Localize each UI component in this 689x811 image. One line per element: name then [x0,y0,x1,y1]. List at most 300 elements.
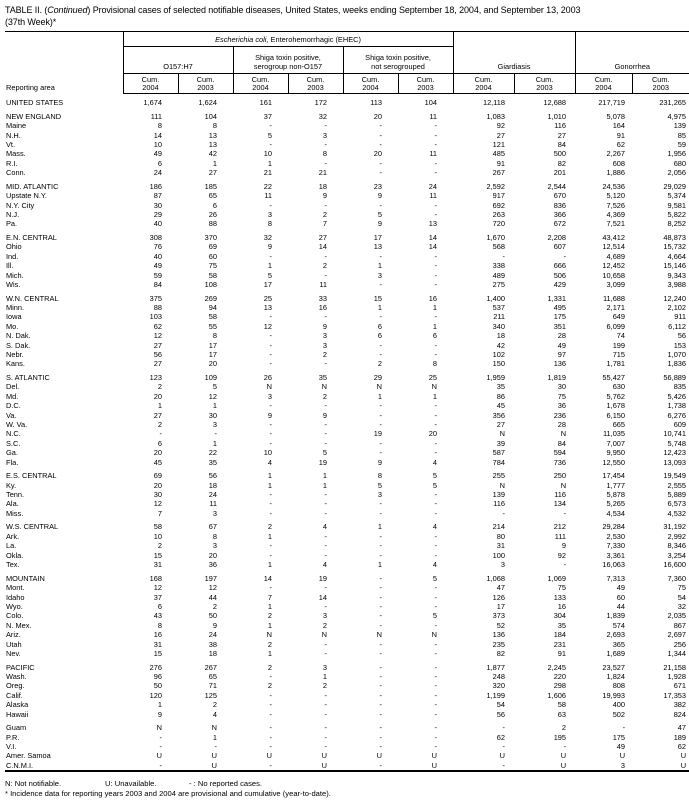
value-cell: 340 [492,321,506,331]
subgroup-line: not serogrouped [371,62,425,72]
value-cell: 7,526 [606,200,626,210]
value-cell: - [324,158,327,168]
value-cell: 43 [153,611,162,621]
value-cell: - [324,601,327,611]
value-cell: 836 [553,200,567,210]
value-cell: 123 [149,373,162,382]
value-cell: N [321,630,327,640]
value-cell: - [324,541,327,551]
value-cell: 24 [153,168,162,178]
value-cell: 9 [377,191,382,201]
value-cell: - [379,130,382,140]
value-cell: 2 [157,420,162,430]
value-cell: 4,534 [606,508,626,518]
value-cell: 103 [149,312,162,322]
table-row [5,312,689,321]
value-cell: - [379,541,382,551]
reporting-area-cell: D.C. [6,401,21,411]
value-cell: 16 [428,293,438,303]
value-cell: 5,889 [667,490,687,500]
reporting-area-cell: C.N.M.I. [6,760,34,770]
title-prefix: TABLE II. ( [5,5,48,15]
value-cell: 44 [616,601,626,611]
value-cell: - [269,200,272,210]
table-row [5,252,689,261]
table-row [5,373,689,382]
value-cell: 10,658 [602,270,626,280]
cum-2003-header: Cum. 2003 [178,74,233,94]
value-cell: - [434,448,438,458]
value-cell: - [269,251,272,261]
value-cell: - [434,350,438,359]
value-cell: 80 [496,531,506,541]
table-row [5,294,689,303]
value-cell: - [563,560,567,570]
value-cell: - [434,401,438,411]
table-row [5,303,689,312]
value-cell: N [376,382,382,392]
value-cell: - [434,139,438,149]
value-cell: 54 [677,592,687,602]
value-cell: 1 [212,732,217,742]
value-cell: 3 [620,760,626,770]
cum-2003-header: Cum. 2003 [398,74,453,94]
reporting-area-cell: Wyo. [6,601,23,611]
value-cell: - [379,760,382,770]
reporting-area-cell: Mich. [6,270,24,280]
value-cell: 715 [612,350,626,359]
value-cell: 6 [377,321,382,331]
table-row [5,458,689,467]
value-cell: 506 [553,270,567,280]
value-cell: 195 [553,732,567,742]
value-cell: 1,928 [667,671,687,681]
value-cell: 104 [204,111,217,121]
value-cell: - [269,508,272,518]
value-cell: 26 [208,209,217,219]
value-cell: - [324,550,327,560]
value-cell: 24 [428,181,438,191]
value-cell: 91 [557,648,567,658]
value-cell: 1,877 [486,662,506,672]
table-row [5,420,689,429]
table-row [5,149,689,158]
value-cell: 1,819 [547,373,567,382]
value-cell: 35 [208,457,217,467]
cum-2004-header: Cum. 2004 [343,74,398,94]
value-cell: 1 [267,560,272,570]
value-cell: 1 [267,158,272,168]
table-body [5,94,689,771]
value-cell: 12 [263,321,272,331]
value-cell: 670 [553,191,567,201]
value-cell: 630 [612,382,626,392]
value-cell: 6,150 [606,410,626,420]
value-cell: 2,555 [667,480,687,490]
value-cell: 82 [496,648,506,658]
reporting-area-cell: S. ATLANTIC [6,373,50,382]
value-cell: 2,035 [667,611,687,621]
value-cell: 19 [373,429,382,439]
value-cell: 30 [208,410,217,420]
value-cell: 214 [492,522,506,532]
value-cell: - [379,723,382,733]
value-cell: 1 [322,671,327,681]
value-cell: - [324,741,327,751]
table-row [5,541,689,550]
value-cell: 4,975 [667,111,687,121]
value-cell: 23,527 [602,662,626,672]
value-cell: 1,678 [606,401,626,411]
value-cell: 20 [153,391,162,401]
table-row [5,98,689,107]
table-row [5,490,689,499]
reporting-area-cell: Kans. [6,359,25,369]
value-cell: N [431,382,438,392]
value-cell: - [434,251,438,261]
value-cell: 65 [208,671,217,681]
value-cell: 1,199 [486,690,506,700]
value-cell: - [269,420,272,430]
value-cell: - [269,121,272,131]
title-continued: Continued [47,5,88,15]
value-cell: 59 [153,270,162,280]
reporting-area-cell: Calif. [6,690,23,700]
value-cell: 4 [432,457,438,467]
value-cell: 5,374 [667,191,687,201]
value-cell: 4 [432,560,438,570]
value-cell: - [324,401,327,411]
reporting-area-cell: Okla. [6,550,24,560]
value-cell: - [214,741,217,751]
value-cell: - [379,639,382,649]
value-cell: N [376,630,382,640]
value-cell: - [379,732,382,742]
value-cell: 16 [153,630,162,640]
table-row [5,551,689,560]
giardiasis-label: Giardiasis [497,62,531,71]
reporting-area-cell: NEW ENGLAND [6,111,62,121]
value-cell: - [324,312,327,322]
table-row [5,583,689,592]
cum-2003-header: Cum. 2003 [288,74,343,94]
reporting-area-cell: N.H. [6,130,21,140]
reporting-area-cell: V.I. [6,741,17,751]
value-cell: 2,693 [606,630,626,640]
value-cell: 2 [561,723,567,733]
value-cell: 12 [153,499,162,509]
subgroup-line: Shiga toxin positive, [365,53,431,63]
value-cell: 13 [208,130,217,140]
value-cell: 139 [673,121,687,131]
value-cell: 5 [267,130,272,140]
value-cell: 20 [208,550,217,560]
value-cell: 8,252 [667,219,687,229]
value-cell: 5 [267,270,272,280]
value-cell: 5 [212,382,217,392]
reporting-area-cell: Ga. [6,448,18,458]
value-cell: 27 [153,359,162,369]
value-cell: 15 [153,648,162,658]
value-cell: 16,600 [663,560,687,570]
value-cell: 5 [322,448,327,458]
value-cell: - [379,700,382,710]
reporting-area-cell: Ala. [6,499,19,509]
table-row [5,611,689,620]
value-cell: 1,670 [486,232,506,242]
value-cell: 12 [208,583,217,593]
value-cell: 87 [153,191,162,201]
ehec-species-label: Escherichia coli, [215,34,269,44]
value-cell: 30 [153,200,162,210]
value-cell: - [379,648,382,658]
value-cell: 6 [212,200,217,210]
value-cell: 125 [204,690,217,700]
value-cell: 3 [322,130,327,140]
value-cell: 824 [673,709,687,719]
value-cell: N [499,429,506,439]
value-cell: 67 [208,522,217,532]
reporting-area-cell: Md. [6,391,19,401]
reporting-area-header [5,32,123,94]
value-cell: 56 [153,350,162,359]
value-cell: 495 [553,302,567,312]
table-row [5,359,689,368]
value-cell: - [269,312,272,322]
value-cell: 3 [212,420,217,430]
value-cell: 1,956 [667,149,687,159]
table-row [5,233,689,242]
value-cell: 1 [157,401,162,411]
value-cell: 11 [319,279,327,289]
value-cell: 20 [153,448,162,458]
reporting-area-cell: Mass. [6,149,26,159]
value-cell: 56 [677,331,687,341]
value-cell: - [434,681,438,691]
value-cell: 189 [673,732,687,742]
reporting-area-cell: Ill. [6,261,14,271]
value-cell: - [269,401,272,411]
value-cell: 186 [149,181,162,191]
value-cell: - [434,583,438,593]
value-cell: 65 [208,191,217,201]
value-cell: U [431,760,438,770]
value-cell: - [434,723,438,733]
value-cell: 298 [553,681,567,691]
value-cell: - [379,690,382,700]
value-cell: 1 [267,531,272,541]
value-cell: 917 [492,191,506,201]
value-cell: - [159,741,162,751]
value-cell: 220 [553,671,567,681]
table-row [5,574,689,583]
value-cell: N [431,630,438,640]
value-cell: 12,514 [602,242,626,252]
value-cell: - [434,312,438,322]
reporting-area-cell: Va. [6,410,17,420]
value-cell: 164 [612,121,626,131]
value-cell: 1 [267,601,272,611]
value-cell: 49 [616,583,626,593]
table-row [5,522,689,531]
value-cell: 10,741 [663,429,687,439]
value-cell: 17 [208,350,217,359]
value-cell: 13 [263,302,272,312]
value-cell: 6,573 [667,499,687,509]
reporting-area-cell: MOUNTAIN [6,573,45,583]
value-cell: - [434,550,438,560]
value-cell: 9,581 [667,200,687,210]
reporting-area-cell: W.S. CENTRAL [6,522,59,532]
value-cell: - [434,490,438,500]
table-row [5,271,689,280]
value-cell: 1 [377,560,382,570]
value-cell: N [560,429,567,439]
value-cell: - [622,723,626,733]
value-cell: - [379,662,382,672]
value-cell: 574 [612,620,626,630]
value-cell: 236 [553,410,567,420]
value-cell: 2 [267,611,272,621]
value-cell: 75 [557,391,567,401]
value-cell: 267 [492,168,506,178]
table-header [5,32,689,94]
value-cell: - [269,541,272,551]
table-row [5,481,689,490]
value-cell: - [379,573,382,583]
table-row [5,201,689,210]
value-cell: 31,192 [663,522,687,532]
value-cell: 37 [263,111,272,121]
value-cell: 32 [318,111,327,121]
reporting-area-cell: Nev. [6,648,21,658]
value-cell: 3,254 [667,550,687,560]
value-cell: - [379,499,382,509]
value-cell: 12 [153,583,162,593]
value-cell: 62 [677,741,687,751]
value-cell: 2 [157,541,162,551]
value-cell: 671 [673,681,687,691]
value-cell: U [321,760,327,770]
value-cell: 2 [322,261,327,271]
value-cell: 9 [267,242,272,252]
value-cell: 10 [263,448,272,458]
value-cell: - [269,709,272,719]
value-cell: - [434,261,438,271]
value-cell: 48,873 [663,232,687,242]
reporting-area-cell: Oreg. [6,681,25,691]
value-cell: 356 [492,410,506,420]
value-cell: - [434,671,438,681]
value-cell: N [266,382,272,392]
value-cell: 27 [496,420,506,430]
value-cell: U [266,751,272,761]
table-row [5,532,689,541]
value-cell: 32 [263,232,272,242]
value-cell: 24 [208,490,217,500]
value-cell: 3,361 [606,550,626,560]
value-cell: - [379,531,382,541]
value-cell: - [269,760,272,770]
value-cell: 4,369 [606,209,626,219]
value-cell: 18 [208,480,217,490]
value-cell: 184 [553,630,567,640]
value-cell: 9 [157,709,162,719]
value-cell: 58 [557,700,567,710]
value-cell: 43,412 [602,232,626,242]
value-cell: 17,353 [663,690,687,700]
value-cell: 12 [153,331,162,341]
value-cell: 1 [212,401,217,411]
value-cell: 11 [264,191,272,201]
value-cell: 8 [212,121,217,131]
table-row [5,700,689,709]
table-row [5,751,689,760]
value-cell: - [379,681,382,691]
reporting-area-cell: Minn. [6,302,25,312]
value-cell: 28 [557,331,567,341]
reporting-area-cell: E.N. CENTRAL [6,232,57,242]
value-cell: 100 [492,550,506,560]
value-cell: 121 [492,139,506,149]
value-cell: 267 [204,662,217,672]
value-cell: 1,070 [667,350,687,359]
ehec-group-header [123,32,453,47]
value-cell: - [269,331,272,341]
value-cell: 12,118 [482,98,506,108]
value-cell: 27 [318,232,327,242]
value-cell: 42 [208,149,217,159]
value-cell: 161 [259,98,272,108]
value-cell: - [269,429,272,439]
value-cell: 217,719 [598,98,626,108]
value-cell: 211 [493,312,506,322]
value-cell: 13 [208,139,217,149]
value-cell: 47 [496,583,506,593]
value-cell: - [269,359,272,369]
table-row [5,261,689,270]
value-cell: 1,839 [606,611,626,621]
value-cell: - [434,648,438,658]
value-cell: 5,265 [606,499,626,509]
value-cell: 12,688 [543,98,567,108]
value-cell: 35 [557,620,567,630]
value-cell: 587 [492,448,506,458]
value-cell: - [434,438,438,448]
value-cell: U [431,751,438,761]
reporting-area-cell: Tenn. [6,490,25,500]
value-cell: 17 [263,279,272,289]
value-cell: 1 [377,391,382,401]
value-cell: 6 [377,331,382,341]
value-cell: 18 [496,331,506,341]
value-cell: 168 [149,573,162,583]
value-cell: - [159,429,162,439]
value-cell: 42 [496,340,506,350]
value-cell: 91 [616,130,626,140]
value-cell: 96 [153,671,162,681]
value-cell: 7,521 [606,219,626,229]
reporting-area-cell: Wash. [6,671,27,681]
value-cell: U [619,751,626,761]
cum-2003-header: Cum. 2003 [632,74,689,94]
table-row [5,640,689,649]
value-cell: - [379,611,382,621]
value-cell: - [269,350,272,359]
value-cell: 14 [263,573,272,583]
value-cell: 84 [557,438,567,448]
value-cell: - [502,251,506,261]
